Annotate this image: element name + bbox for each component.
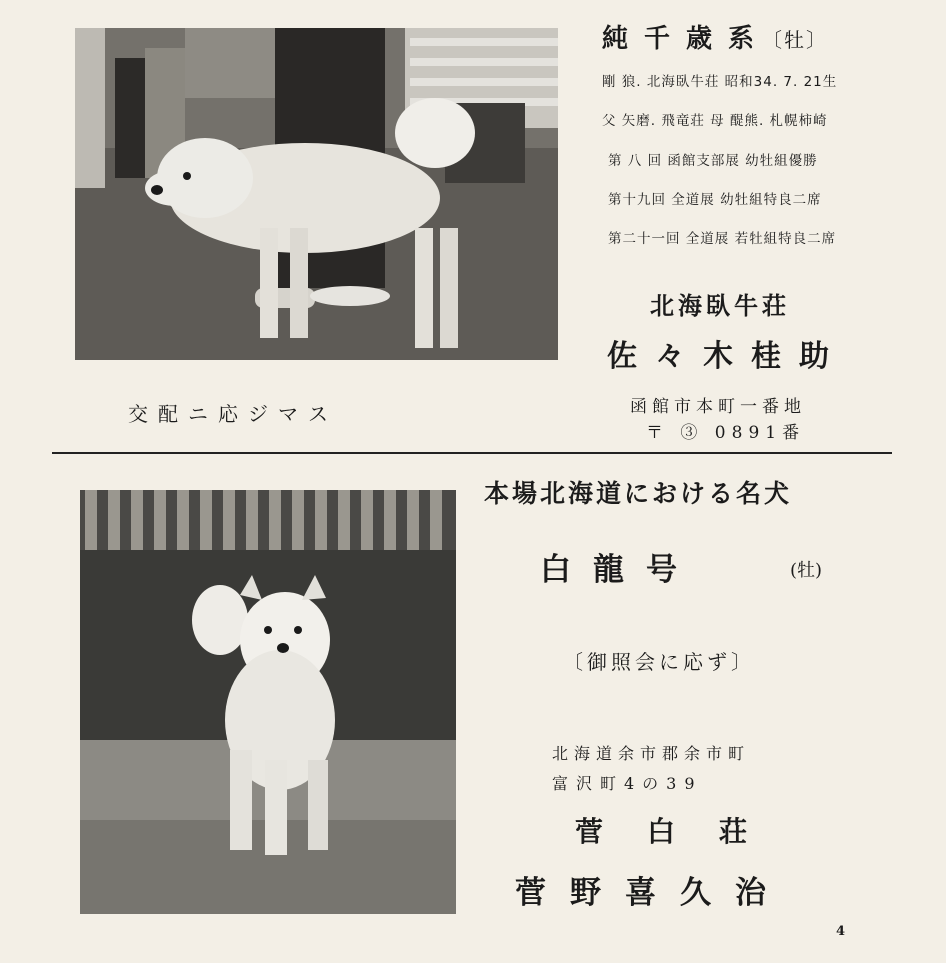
ad2-dog-name: 白龍号 xyxy=(540,552,699,588)
ad1-info-line: 第 八 回 函館支部展 幼牡組優勝 xyxy=(608,153,818,169)
ad2-address-line: 富沢町4の39 xyxy=(552,774,703,793)
ad1-title-text: 純千歳系 xyxy=(602,24,771,54)
ad1-owner-name: 佐々木桂助 xyxy=(607,339,847,374)
ad1-bloodline-title xyxy=(602,18,828,55)
page-number: 4 xyxy=(836,924,846,939)
ad2-sex-label: (牡) xyxy=(790,560,823,581)
ad1-info-line: 第二十一回 全道展 若牡組特良二席 xyxy=(608,231,837,247)
ad2-owner-name: 菅野喜久治 xyxy=(515,875,790,911)
ad2-kennel-name: 菅白荘 xyxy=(575,815,792,848)
ad2-stud-note: 〔御照会に応ず〕 xyxy=(563,650,755,674)
ad1-kennel-name: 北海臥牛荘 xyxy=(650,292,790,320)
ad1-info-line: 父 矢磨. 飛竜荘 母 醍熊. 札幌柿崎 xyxy=(602,113,828,129)
dog-photo-top xyxy=(75,28,558,360)
dog-photo-bottom xyxy=(80,490,456,914)
ad2-headline: 本場北海道における名犬 xyxy=(484,479,793,508)
ad2-address-line: 北海道余市郡余市町 xyxy=(552,744,751,763)
ad1-sex-label: 〔牡〕 xyxy=(762,28,829,52)
ad1-phone: 〒 ③ 0891番 xyxy=(646,423,806,443)
section-divider xyxy=(52,452,892,454)
ad1-info-line: 第十九回 全道展 幼牡組特良二席 xyxy=(608,192,822,208)
ad1-info-line: 剛 狼. 北海臥牛荘 昭和34. 7. 21生 xyxy=(602,74,838,90)
ad1-address: 函館市本町一番地 xyxy=(630,397,806,417)
mating-caption: 交配ニ応ジマス xyxy=(128,402,338,426)
